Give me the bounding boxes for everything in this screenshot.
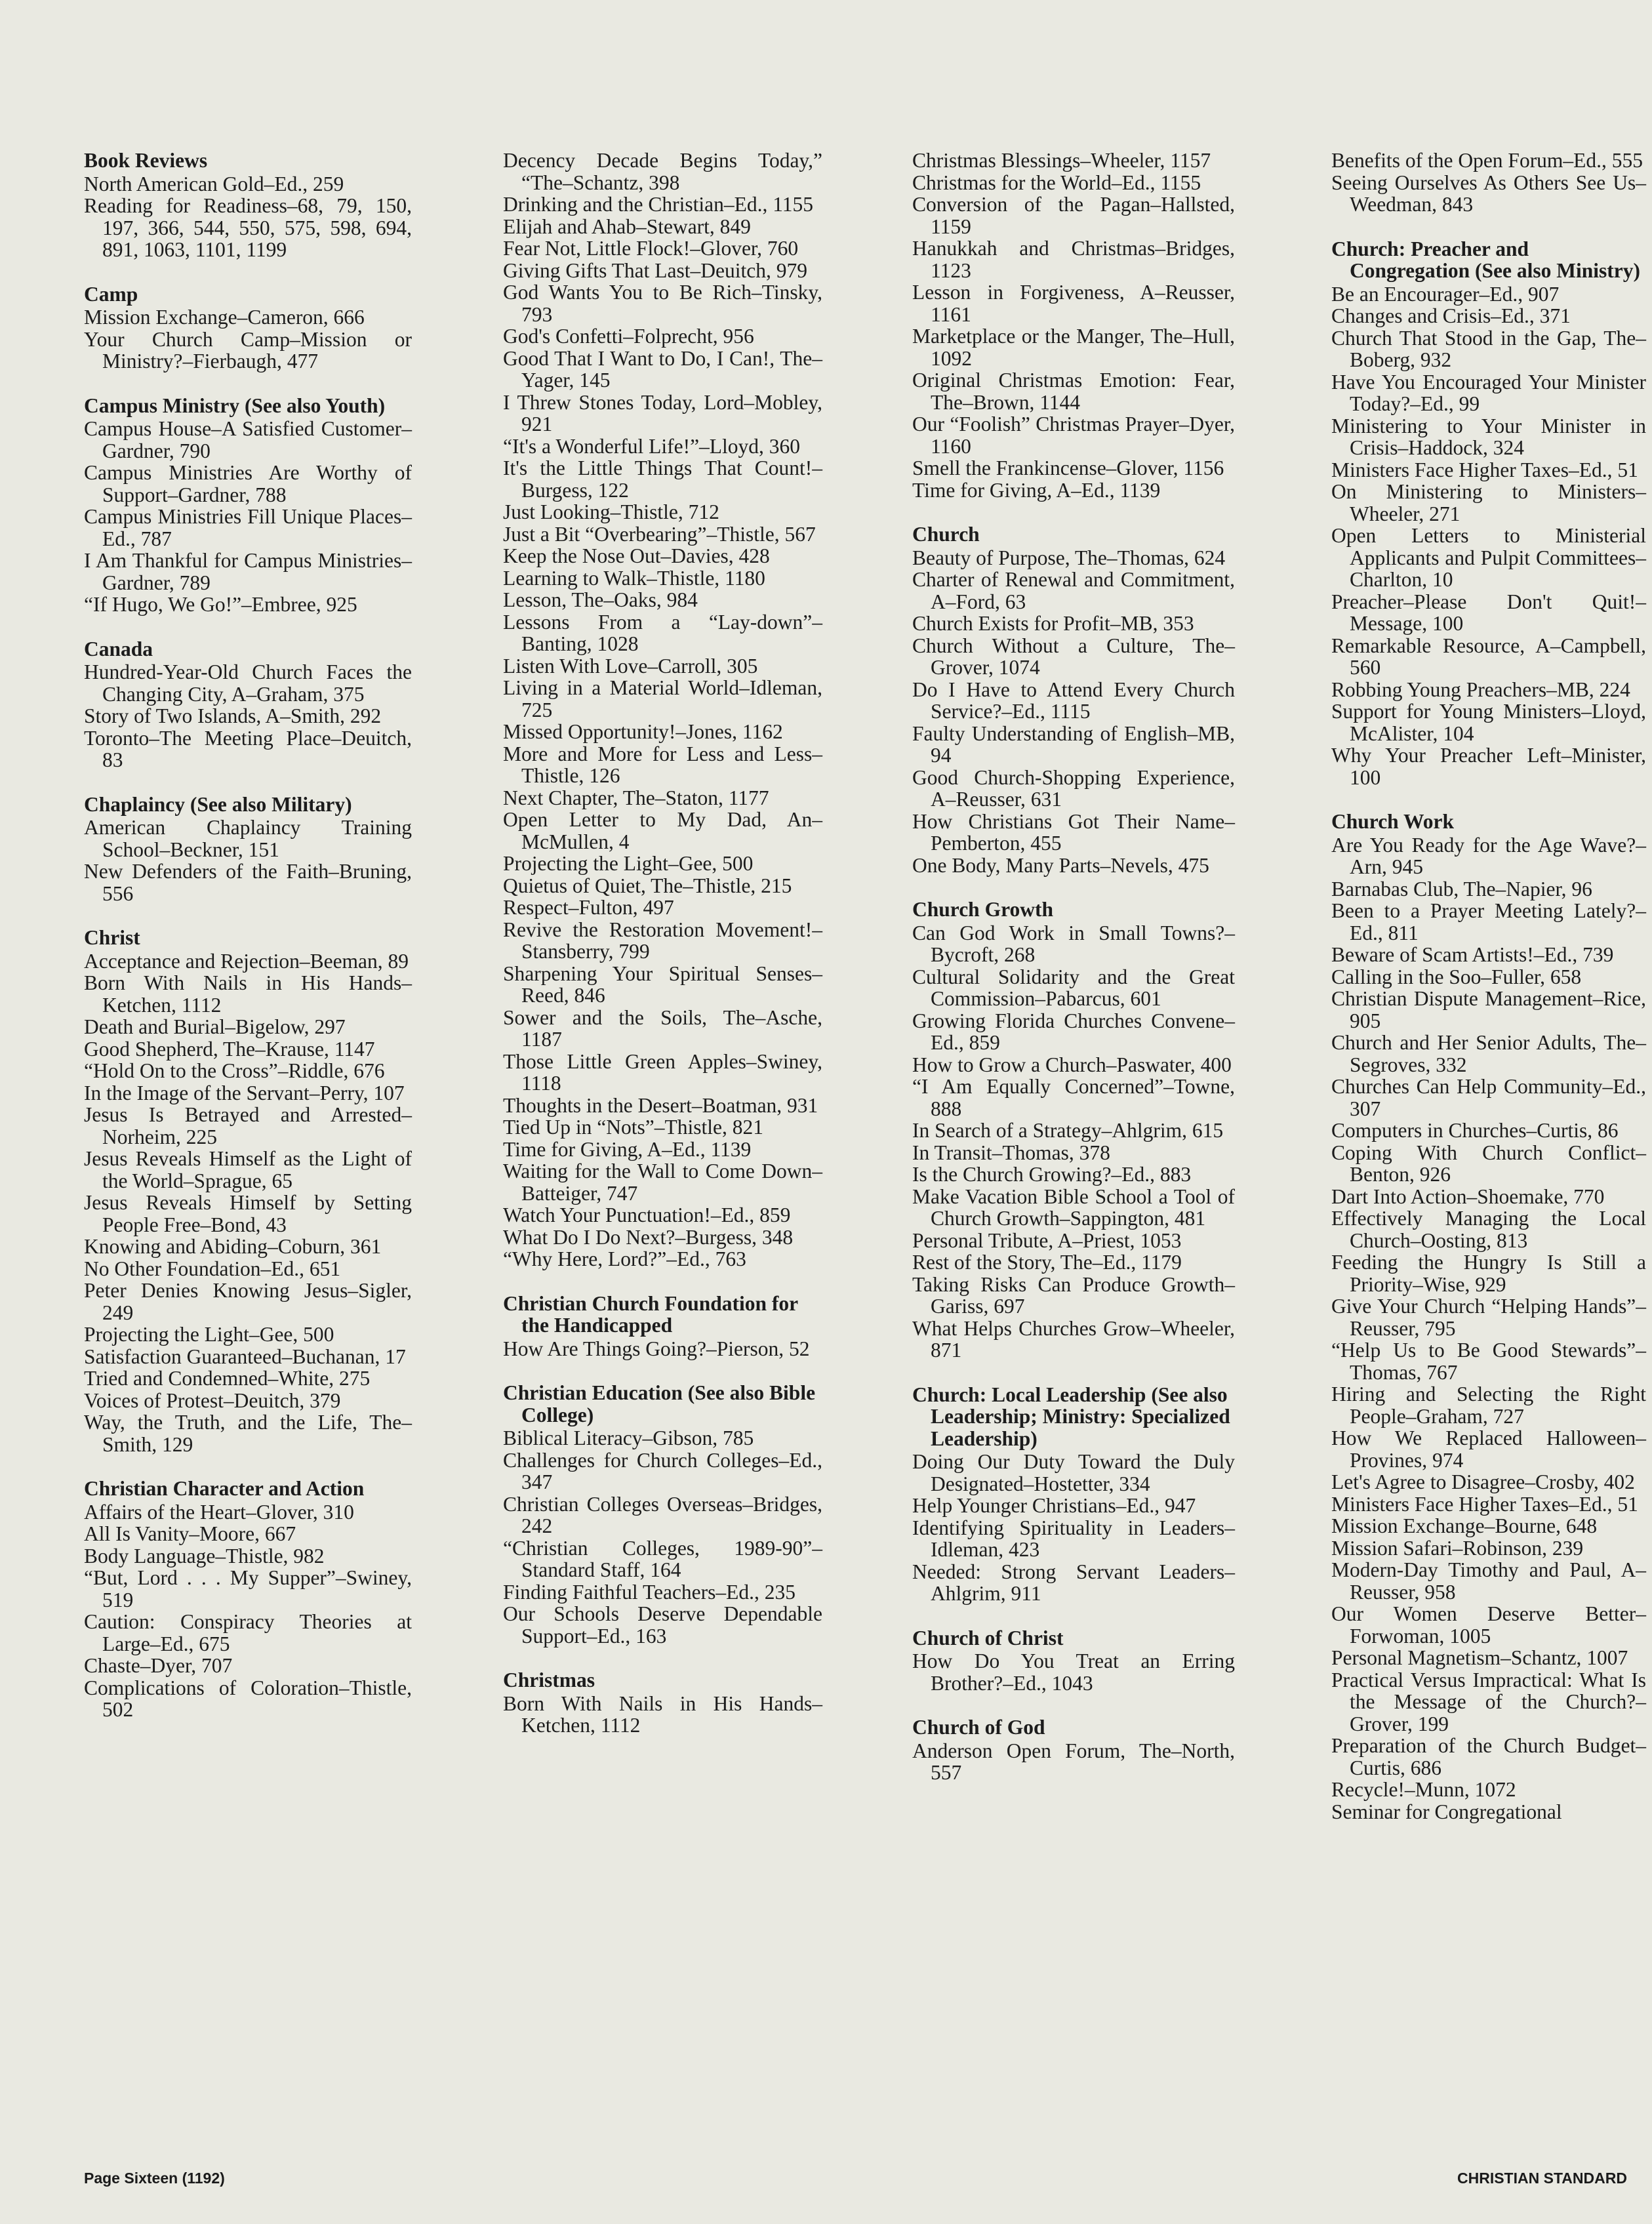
index-entry: Barnabas Club, The–Napier, 96 [1331, 877, 1592, 900]
index-section [912, 150, 1235, 501]
index-entry: Peter Denies Knowing Jesus–Sigler, 249 [84, 1279, 412, 1324]
index-entry: Our “Foolish” Christmas Prayer–Dyer, 1160 [912, 413, 1235, 458]
index-entry: On Ministering to Ministers–Wheeler, 271 [1331, 480, 1646, 525]
index-entry: All Is Vanity–Moore, 667 [84, 1522, 296, 1545]
section-heading: Church of Christ [912, 1626, 1064, 1649]
section-heading: Church of God [912, 1716, 1045, 1739]
index-entry: Dart Into Action–Shoemake, 770 [1331, 1184, 1605, 1208]
index-entry: Support for Young Ministers–Lloyd, McAlister, 104 [1331, 700, 1646, 745]
index-entry: God Wants You to Be Rich–Tinsky, 793 [503, 281, 822, 326]
index-entry: Church and Her Senior Adults, The–Segroves, 332 [1331, 1031, 1646, 1076]
index-entry: Modern-Day Timothy and Paul, A–Reusser, 958 [1331, 1558, 1646, 1604]
section-heading: Chaplaincy (See also Military) [84, 792, 352, 816]
index-section [912, 523, 1235, 876]
index-entry: Acceptance and Rejection–Beeman, 89 [84, 949, 409, 973]
index-section [912, 1716, 1235, 1784]
index-entry: Hundred-Year-Old Church Faces the Changing City, A–Graham, 375 [84, 660, 412, 706]
index-entry: Seeing Ourselves As Others See Us–Weedman, 843 [1331, 171, 1646, 216]
index-entry: Good That I Want to Do, I Can!, The–Yager, 145 [503, 346, 822, 392]
index-entry: Good Shepherd, The–Krause, 1147 [84, 1037, 375, 1061]
index-entry: Identifying Spirituality in Leaders–Idleman, 423 [912, 1516, 1235, 1561]
index-entry: “Help Us to Be Good Stewards”–Thomas, 767 [1331, 1339, 1646, 1384]
index-entry: Just a Bit “Overbearing”–Thistle, 567 [503, 522, 816, 546]
index-entry: Faulty Understanding of English–MB, 94 [912, 721, 1235, 767]
index-entry: Personal Tribute, A–Priest, 1053 [912, 1228, 1182, 1252]
index-entry: Can God Work in Small Towns?–Bycroft, 268 [912, 921, 1235, 966]
index-section [912, 899, 1235, 1362]
index-entry: Good Church-Shopping Experience, A–Reusser, 631 [912, 765, 1235, 811]
index-entry: How Christians Got Their Name–Pemberton, 455 [912, 809, 1235, 855]
index-entry: In Transit–Thomas, 378 [912, 1141, 1110, 1164]
index-section [84, 395, 412, 616]
index-entry: Open Letter to My Dad, An–McMullen, 4 [503, 808, 822, 853]
index-entry: Mission Safari–Robinson, 239 [1331, 1536, 1584, 1560]
index-entry: Remarkable Resource, A–Campbell, 560 [1331, 634, 1646, 679]
index-entry: Lesson in Forgiveness, A–Reusser, 1161 [912, 281, 1235, 326]
index-entry: In Search of a Strategy–Ahlgrim, 615 [912, 1119, 1224, 1142]
index-entry: Challenges for Church Colleges–Ed., 347 [503, 1448, 822, 1493]
index-entry: Christian Dispute Management–Rice, 905 [1331, 987, 1646, 1032]
section-heading: Book Reviews [84, 149, 208, 172]
index-entry: God's Confetti–Folprecht, 956 [503, 325, 754, 348]
index-entry: How Are Things Going?–Pierson, 52 [503, 1337, 810, 1360]
index-section [1331, 150, 1646, 216]
index-entry: Biblical Literacy–Gibson, 785 [503, 1426, 754, 1449]
index-column-4 [1331, 150, 1646, 1845]
index-entry: Finding Faithful Teachers–Ed., 235 [503, 1580, 796, 1604]
index-entry: Time for Giving, A–Ed., 1139 [912, 478, 1161, 502]
index-entry: Affairs of the Heart–Glover, 310 [84, 1500, 354, 1524]
index-entry: Robbing Young Preachers–MB, 224 [1331, 677, 1630, 701]
index-entry: “But, Lord . . . My Supper”–Swiney, 519 [84, 1566, 412, 1611]
index-entry: Chaste–Dyer, 707 [84, 1654, 233, 1677]
index-column-3 [912, 150, 1235, 1806]
index-entry: Thoughts in the Desert–Boatman, 931 [503, 1093, 818, 1117]
index-entry: Just Looking–Thistle, 712 [503, 500, 719, 523]
index-section [84, 150, 412, 261]
index-entry: In the Image of the Servant–Perry, 107 [84, 1081, 405, 1104]
index-entry: Make Vacation Bible School a Tool of Church Growth–Sappington, 481 [912, 1184, 1235, 1230]
index-entry: North American Gold–Ed., 259 [84, 172, 344, 195]
index-section [503, 150, 822, 1270]
index-entry: “Why Here, Lord?”–Ed., 763 [503, 1247, 746, 1270]
index-entry: Decency Decade Begins Today,” “The–Schantz, 398 [503, 149, 822, 194]
index-entry: Why Your Preacher Left–Minister, 100 [1331, 744, 1646, 789]
index-entry: Recycle!–Munn, 1072 [1331, 1778, 1516, 1801]
index-entry: Smell the Frankincense–Glover, 1156 [912, 456, 1224, 479]
index-section [503, 1293, 822, 1360]
index-entry: Beauty of Purpose, The–Thomas, 624 [912, 546, 1226, 569]
index-section [503, 1382, 822, 1647]
index-entry: Satisfaction Guaranteed–Buchanan, 17 [84, 1345, 406, 1368]
index-entry: Voices of Protest–Deuitch, 379 [84, 1388, 341, 1412]
index-entry: Conversion of the Pagan–Hallsted, 1159 [912, 193, 1235, 238]
index-entry: Time for Giving, A–Ed., 1139 [503, 1137, 752, 1161]
index-section [1331, 238, 1646, 789]
index-entry: Hiring and Selecting the Right People–Graham, 727 [1331, 1383, 1646, 1428]
index-section [503, 1669, 822, 1737]
index-entry: What Helps Churches Grow–Wheeler, 871 [912, 1316, 1235, 1362]
index-entry: Revive the Restoration Movement!–Stansberry, 799 [503, 918, 822, 963]
section-heading: Church [912, 523, 980, 546]
index-entry: I Am Thankful for Campus Ministries–Gardner, 789 [84, 549, 412, 594]
index-entry: Practical Versus Impractical: What Is the Message of the Church?–Grover, 199 [1331, 1668, 1646, 1735]
section-heading: Christian Church Foundation for the Handicapped [503, 1291, 798, 1337]
index-entry: Toronto–The Meeting Place–Deuitch, 83 [84, 726, 412, 771]
section-heading: Church: Preacher and Congregation (See also Ministry) [1331, 237, 1640, 282]
index-section [84, 927, 412, 1455]
index-entry: More and More for Less and Less–Thistle, 126 [503, 742, 822, 787]
index-entry: Giving Gifts That Last–Deuitch, 979 [503, 258, 807, 282]
index-entry: Ministers Face Higher Taxes–Ed., 51 [1331, 1492, 1638, 1516]
index-entry: How Do You Treat an Erring Brother?–Ed., 1043 [912, 1649, 1235, 1695]
index-entry: “It's a Wonderful Life!”–Lloyd, 360 [503, 434, 801, 458]
index-entry: “Christian Colleges, 1989-90”–Standard Staff, 164 [503, 1536, 822, 1581]
index-entry: Preparation of the Church Budget–Curtis, 686 [1331, 1734, 1646, 1779]
index-entry: Growing Florida Churches Convene–Ed., 859 [912, 1009, 1235, 1054]
index-entry: Christian Colleges Overseas–Bridges, 242 [503, 1492, 822, 1537]
index-entry: Is the Church Growing?–Ed., 883 [912, 1163, 1192, 1186]
index-entry: Church Without a Culture, The–Grover, 1074 [912, 634, 1235, 679]
index-entry: Tied Up in “Nots”–Thistle, 821 [503, 1116, 763, 1139]
index-entry: Church Exists for Profit–MB, 353 [912, 612, 1194, 635]
index-entry: Marketplace or the Manger, The–Hull, 1092 [912, 325, 1235, 370]
index-entry: Listen With Love–Carroll, 305 [503, 654, 758, 677]
index-entry: Seminar for Congregational [1331, 1800, 1562, 1823]
index-entry: Effectively Managing the Local Church–Oosting, 813 [1331, 1207, 1646, 1252]
index-entry: Elijah and Ahab–Stewart, 849 [503, 214, 751, 238]
index-entry: Projecting the Light–Gee, 500 [84, 1323, 334, 1346]
index-entry: Be an Encourager–Ed., 907 [1331, 282, 1560, 306]
index-column-1 [84, 150, 412, 1743]
section-heading: Church Growth [912, 898, 1053, 921]
index-entry: Are You Ready for the Age Wave?–Arn, 945 [1331, 833, 1646, 878]
section-heading: Canada [84, 637, 153, 660]
index-entry: Jesus Reveals Himself as the Light of the World–Sprague, 65 [84, 1147, 412, 1192]
index-entry: How to Grow a Church–Paswater, 400 [912, 1053, 1232, 1076]
index-entry: Original Christmas Emotion: Fear, The–Brown, 1144 [912, 369, 1235, 414]
index-entry: Preacher–Please Don't Quit!–Message, 100 [1331, 590, 1646, 635]
index-entry: Personal Magnetism–Schantz, 1007 [1331, 1646, 1628, 1669]
index-entry: Complications of Coloration–Thistle, 502 [84, 1676, 412, 1721]
index-entry: Coping With Church Conflict–Benton, 926 [1331, 1141, 1646, 1186]
index-entry: Our Schools Deserve Dependable Support–Ed., 163 [503, 1602, 822, 1648]
index-entry: Living in a Material World–Idleman, 725 [503, 676, 822, 721]
index-entry: Missed Opportunity!–Jones, 1162 [503, 720, 783, 743]
index-entry: Learning to Walk–Thistle, 1180 [503, 566, 765, 590]
index-entry: Help Younger Christians–Ed., 947 [912, 1494, 1196, 1517]
index-section [84, 794, 412, 905]
section-heading: Church Work [1331, 810, 1455, 833]
index-entry: Caution: Conspiracy Theories at Large–Ed., 675 [84, 1610, 412, 1655]
index-entry: No Other Foundation–Ed., 651 [84, 1257, 341, 1280]
index-entry: Anderson Open Forum, The–North, 557 [912, 1739, 1235, 1784]
index-entry: Been to a Prayer Meeting Lately?–Ed., 811 [1331, 899, 1646, 944]
index-entry: Give Your Church “Helping Hands”–Reusser, 795 [1331, 1295, 1646, 1340]
index-section [84, 1478, 412, 1721]
section-heading: Campus Ministry (See also Youth) [84, 394, 386, 417]
index-entry: Next Chapter, The–Staton, 1177 [503, 786, 769, 809]
index-entry: Ministers Face Higher Taxes–Ed., 51 [1331, 458, 1638, 481]
index-entry: Drinking and the Christian–Ed., 1155 [503, 193, 814, 216]
index-entry: Charter of Renewal and Commitment, A–Ford, 63 [912, 568, 1235, 613]
index-entry: Taking Risks Can Produce Growth–Gariss, 697 [912, 1272, 1235, 1318]
index-entry: Benefits of the Open Forum–Ed., 555 [1331, 149, 1643, 172]
index-entry: Jesus Reveals Himself by Setting People Free–Bond, 43 [84, 1191, 412, 1236]
index-entry: “I Am Equally Concerned”–Towne, 888 [912, 1075, 1235, 1120]
index-section [1331, 811, 1646, 1823]
section-heading: Church: Local Leadership (See also Leadership; Ministry: Specialized Leadership) [912, 1383, 1230, 1450]
index-entry: Those Little Green Apples–Swiney, 1118 [503, 1049, 822, 1095]
index-entry: Churches Can Help Community–Ed., 307 [1331, 1075, 1646, 1120]
index-entry: Campus Ministries Are Worthy of Support–Gardner, 788 [84, 461, 412, 506]
index-entry: Reading for Readiness–68, 79, 150, 197, 366, 544, 550, 575, 598, 694, 891, 1063, 1101, 1199 [84, 194, 412, 261]
index-section [84, 638, 412, 771]
index-entry: Sower and the Soils, The–Asche, 1187 [503, 1005, 822, 1051]
index-entry: Doing Our Duty Toward the Duly Designated–Hostetter, 334 [912, 1450, 1235, 1495]
index-entry: American Chaplaincy Training School–Beckner, 151 [84, 816, 412, 861]
index-entry: Mission Exchange–Cameron, 666 [84, 306, 365, 329]
index-entry: Born With Nails in His Hands–Ketchen, 1112 [84, 971, 412, 1017]
index-entry: Mission Exchange–Bourne, 648 [1331, 1514, 1598, 1537]
index-entry: Born With Nails in His Hands–Ketchen, 1112 [503, 1691, 822, 1737]
index-entry: Ministering to Your Minister in Crisis–Haddock, 324 [1331, 414, 1646, 459]
index-entry: “If Hugo, We Go!”–Embree, 925 [84, 593, 357, 616]
index-entry: Waiting for the Wall to Come Down–Batteiger, 747 [503, 1160, 822, 1205]
index-entry: Do I Have to Attend Every Church Service?–Ed., 1115 [912, 677, 1235, 723]
index-entry: Watch Your Punctuation!–Ed., 859 [503, 1203, 791, 1226]
index-entry: Projecting the Light–Gee, 500 [503, 852, 754, 875]
index-entry: Have You Encouraged Your Minister Today?–Ed., 99 [1331, 370, 1646, 415]
index-entry: Jesus Is Betrayed and Arrested–Norheim, 225 [84, 1103, 412, 1148]
index-entry: New Defenders of the Faith–Bruning, 556 [84, 860, 412, 905]
index-entry: Our Women Deserve Better–Forwoman, 1005 [1331, 1602, 1646, 1648]
index-entry: What Do I Do Next?–Burgess, 348 [503, 1225, 794, 1249]
index-entry: Beware of Scam Artists!–Ed., 739 [1331, 943, 1614, 966]
section-heading: Christian Character and Action [84, 1477, 365, 1500]
index-entry: Knowing and Abiding–Coburn, 361 [84, 1235, 382, 1258]
index-column-2 [503, 150, 822, 1759]
index-entry: “Hold On to the Cross”–Riddle, 676 [84, 1059, 385, 1082]
index-entry: Way, the Truth, and the Life, The–Smith, 129 [84, 1411, 412, 1456]
index-section [84, 283, 412, 373]
index-section [912, 1627, 1235, 1695]
index-entry: Needed: Strong Servant Leaders–Ahlgrim, 911 [912, 1560, 1235, 1605]
index-entry: Christmas Blessings–Wheeler, 1157 [912, 149, 1211, 172]
index-entry: Open Letters to Ministerial Applicants and Pulpit Committees–Charlton, 10 [1331, 524, 1646, 591]
index-entry: Calling in the Soo–Fuller, 658 [1331, 965, 1582, 988]
publication-name: CHRISTIAN STANDARD [1457, 2170, 1627, 2187]
index-entry: Campus Ministries Fill Unique Places–Ed., 787 [84, 505, 412, 550]
index-entry: Feeding the Hungry Is Still a Priority–Wise, 929 [1331, 1251, 1646, 1296]
page-number: Page Sixteen (1192) [84, 2170, 225, 2187]
index-entry: Lessons From a “Lay-down”–Banting, 1028 [503, 610, 822, 655]
index-entry: Cultural Solidarity and the Great Commission–Pabarcus, 601 [912, 965, 1235, 1010]
index-entry: Computers in Churches–Curtis, 86 [1331, 1119, 1619, 1142]
index-entry: Story of Two Islands, A–Smith, 292 [84, 704, 382, 727]
section-heading: Camp [84, 282, 138, 306]
section-heading: Christmas [503, 1668, 595, 1691]
index-entry: Keep the Nose Out–Davies, 428 [503, 544, 770, 567]
index-entry: Hanukkah and Christmas–Bridges, 1123 [912, 237, 1235, 282]
index-entry: Church That Stood in the Gap, The–Boberg, 932 [1331, 326, 1646, 371]
index-entry: Campus House–A Satisfied Customer–Gardner, 790 [84, 417, 412, 462]
index-entry: Death and Burial–Bigelow, 297 [84, 1015, 346, 1038]
index-entry: Rest of the Story, The–Ed., 1179 [912, 1251, 1182, 1274]
index-entry: I Threw Stones Today, Lord–Mobley, 921 [503, 390, 822, 435]
section-heading: Christ [84, 926, 140, 949]
index-entry: Tried and Condemned–White, 275 [84, 1367, 371, 1390]
index-entry: Body Language–Thistle, 982 [84, 1544, 325, 1567]
index-entry: Quietus of Quiet, The–Thistle, 215 [503, 874, 792, 897]
index-entry: One Body, Many Parts–Nevels, 475 [912, 853, 1209, 877]
index-entry: Lesson, The–Oaks, 984 [503, 588, 698, 611]
index-entry: Fear Not, Little Flock!–Glover, 760 [503, 237, 799, 260]
index-entry: Let's Agree to Disagree–Crosby, 402 [1331, 1470, 1635, 1493]
index-entry: Your Church Camp–Mission or Ministry?–Fierbaugh, 477 [84, 327, 412, 373]
index-entry: How We Replaced Halloween–Provines, 974 [1331, 1426, 1646, 1472]
index-entry: Changes and Crisis–Ed., 371 [1331, 304, 1571, 327]
section-heading: Christian Education (See also Bible College) [503, 1381, 816, 1426]
index-entry: It's the Little Things That Count!–Burgess, 122 [503, 456, 822, 502]
index-entry: Christmas for the World–Ed., 1155 [912, 171, 1201, 194]
index-entry: Sharpening Your Spiritual Senses–Reed, 846 [503, 961, 822, 1007]
index-entry: Respect–Fulton, 497 [503, 896, 674, 919]
index-section [912, 1384, 1235, 1605]
